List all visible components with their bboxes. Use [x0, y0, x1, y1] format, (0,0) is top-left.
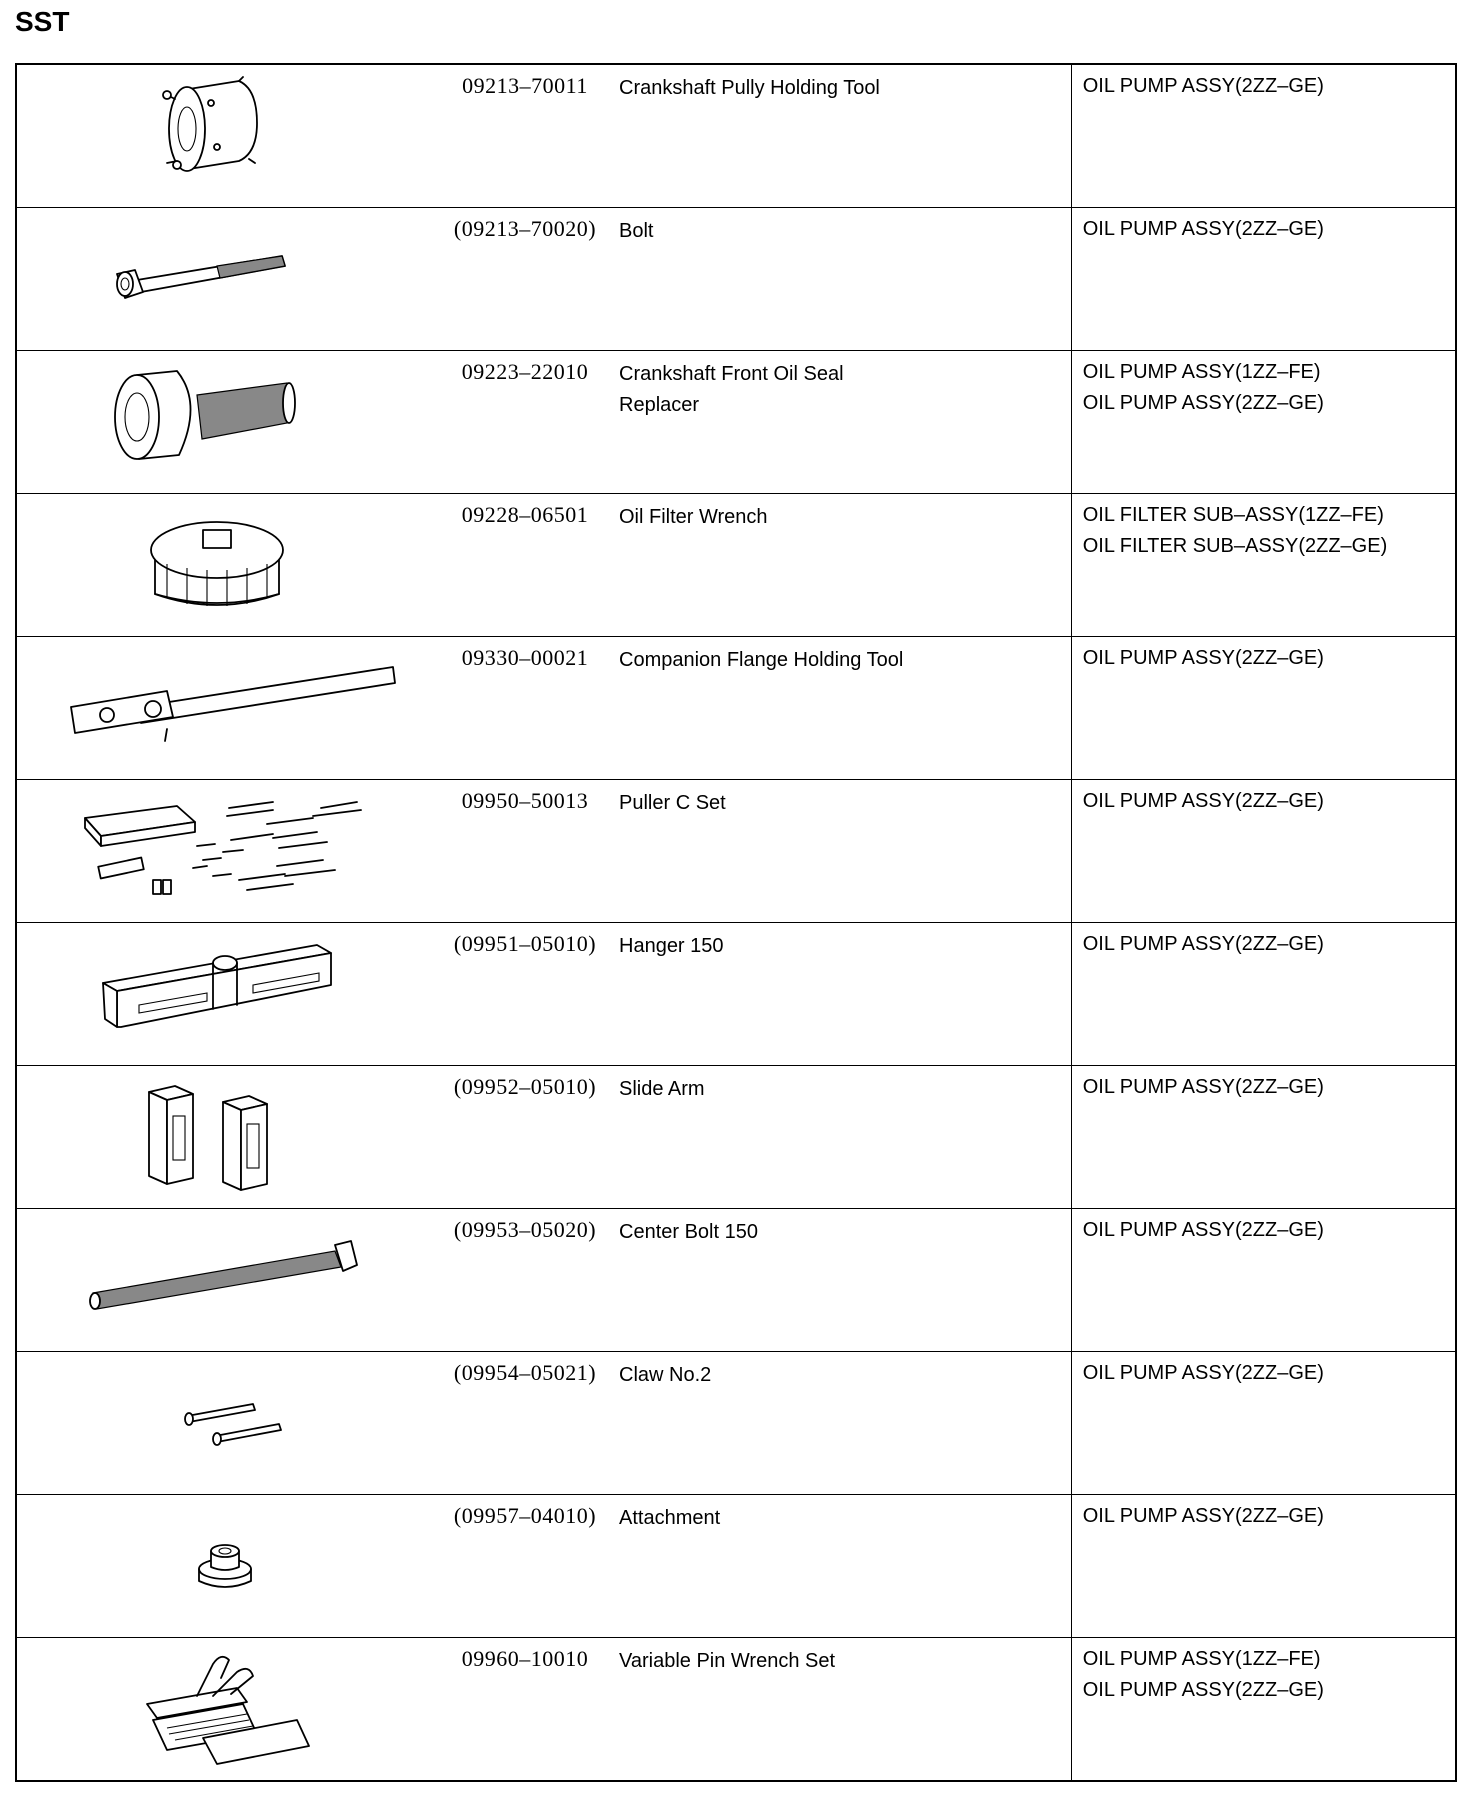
usage-cell — [1071, 1352, 1456, 1495]
usage-cell — [1071, 208, 1456, 351]
part-number: (09213–70020) — [453, 216, 597, 241]
tool-description: Bolt — [619, 220, 654, 242]
usage-cell — [1071, 1638, 1456, 1782]
usage-cell — [1071, 780, 1456, 923]
tool-description: Variable Pin Wrench Set — [619, 1650, 836, 1672]
part-number: 09330–00021 — [461, 645, 589, 670]
oil-filter-wrench-icon — [17, 494, 437, 636]
tool-cell — [16, 637, 1071, 780]
tool-description: Slide Arm — [619, 1078, 705, 1100]
variable-pin-wrench-set-icon — [17, 1638, 437, 1780]
tool-cell — [16, 1066, 1071, 1209]
table-row — [16, 208, 1456, 351]
slide-arm-icon — [17, 1066, 437, 1208]
table-row — [16, 1638, 1456, 1782]
table-row — [16, 64, 1456, 208]
usage-cell — [1071, 1495, 1456, 1638]
part-number: (09957–04010) — [453, 1503, 597, 1528]
table-row — [16, 1352, 1456, 1495]
tool-description: Companion Flange Holding Tool — [619, 649, 904, 671]
usage-cell — [1071, 637, 1456, 780]
part-number: (09953–05020) — [453, 1217, 597, 1242]
tool-cell — [16, 923, 1071, 1066]
hanger-icon — [17, 923, 437, 1065]
table-row — [16, 780, 1456, 923]
tool-description: Center Bolt 150 — [619, 1221, 758, 1243]
tool-cell — [16, 1352, 1071, 1495]
page-title: SST — [15, 6, 70, 37]
table-row — [16, 351, 1456, 494]
usage-item: OIL PUMP ASSY(2ZZ–GE) — [1082, 647, 1324, 669]
usage-item: OIL PUMP ASSY(2ZZ–GE) — [1082, 75, 1324, 97]
usage-item: OIL PUMP ASSY(2ZZ–GE) — [1082, 1505, 1324, 1527]
tool-cell — [16, 780, 1071, 923]
usage-item: OIL FILTER SUB–ASSY(1ZZ–FE) — [1082, 504, 1384, 526]
oil-seal-replacer-icon — [17, 351, 437, 493]
tool-cell — [16, 64, 1071, 208]
usage-item: OIL PUMP ASSY(2ZZ–GE) — [1082, 1362, 1324, 1384]
tool-cell — [16, 1209, 1071, 1352]
part-number: 09213–70011 — [462, 73, 588, 98]
tool-description: Claw No.2 — [619, 1364, 712, 1386]
part-number: (09951–05010) — [453, 931, 597, 956]
puller-c-set-icon — [17, 780, 437, 922]
usage-item: OIL PUMP ASSY(2ZZ–GE) — [1082, 1219, 1324, 1241]
usage-item: OIL PUMP ASSY(2ZZ–GE) — [1082, 933, 1324, 955]
usage-cell — [1071, 1066, 1456, 1209]
tool-description: Hanger 150 — [619, 935, 724, 957]
table-row — [16, 1209, 1456, 1352]
tool-description: Crankshaft Front Oil Seal Replacer — [619, 363, 844, 416]
table-row — [16, 923, 1456, 1066]
table-row — [16, 494, 1456, 637]
table-row — [16, 1066, 1456, 1209]
sst-table — [15, 63, 1457, 1782]
part-number: 09950–50013 — [461, 788, 589, 813]
part-number: 09228–06501 — [461, 502, 589, 527]
tool-cell — [16, 1638, 1071, 1782]
usage-item: OIL PUMP ASSY(2ZZ–GE) — [1082, 1076, 1324, 1098]
tool-cell — [16, 1495, 1071, 1638]
usage-cell — [1071, 64, 1456, 208]
usage-cell — [1071, 1209, 1456, 1352]
usage-cell — [1071, 494, 1456, 637]
usage-item: OIL PUMP ASSY(1ZZ–FE) — [1082, 1648, 1321, 1670]
usage-item: OIL FILTER SUB–ASSY(2ZZ–GE) — [1082, 535, 1388, 557]
usage-item: OIL PUMP ASSY(2ZZ–GE) — [1082, 1679, 1324, 1701]
tool-cell — [16, 494, 1071, 637]
part-number: (09954–05021) — [453, 1360, 597, 1385]
usage-item: OIL PUMP ASSY(2ZZ–GE) — [1082, 392, 1324, 414]
crankshaft-pulley-holding-tool-icon — [17, 65, 437, 207]
tool-description: Attachment — [619, 1507, 721, 1529]
tool-cell — [16, 208, 1071, 351]
usage-cell — [1071, 923, 1456, 1066]
tool-description: Crankshaft Pully Holding Tool — [619, 77, 880, 99]
tool-description: Oil Filter Wrench — [619, 506, 768, 528]
attachment-icon — [17, 1495, 437, 1637]
usage-cell — [1071, 351, 1456, 494]
part-number: 09223–22010 — [461, 359, 589, 384]
bolt-icon — [17, 208, 437, 350]
part-number: (09952–05010) — [453, 1074, 597, 1099]
part-number: 09960–10010 — [461, 1646, 589, 1671]
table-row — [16, 637, 1456, 780]
tool-cell — [16, 351, 1071, 494]
tool-description: Puller C Set — [619, 792, 726, 814]
companion-flange-holding-tool-icon — [17, 637, 437, 779]
usage-item: OIL PUMP ASSY(1ZZ–FE) — [1082, 361, 1321, 383]
table-row — [16, 1495, 1456, 1638]
claw-icon — [17, 1352, 437, 1494]
usage-item: OIL PUMP ASSY(2ZZ–GE) — [1082, 790, 1324, 812]
center-bolt-icon — [17, 1209, 437, 1351]
usage-item: OIL PUMP ASSY(2ZZ–GE) — [1082, 218, 1324, 240]
